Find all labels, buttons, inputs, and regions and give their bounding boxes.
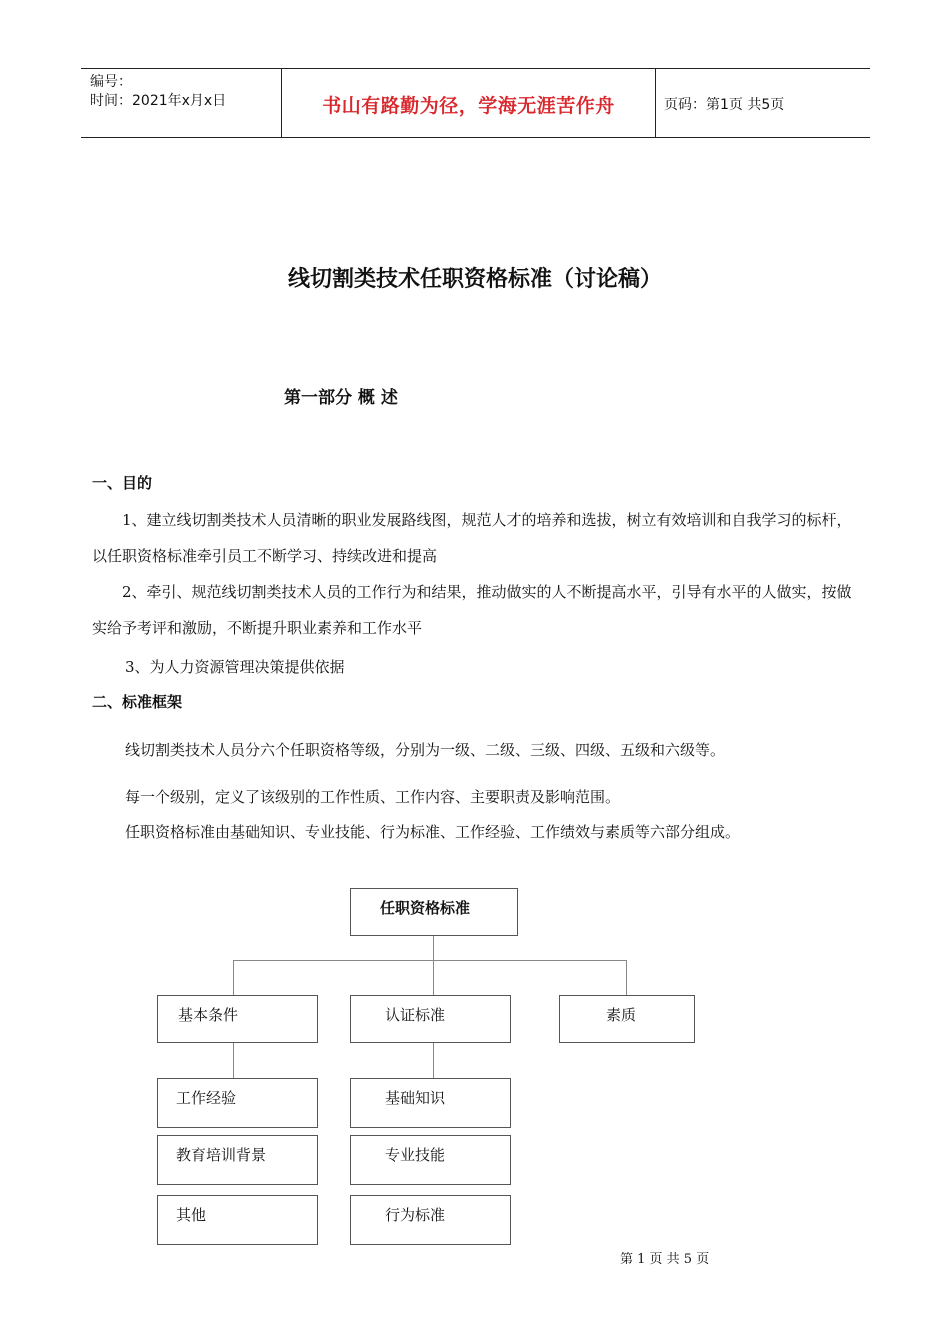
purpose-item-1-text: 1、建立线切割类技术人员清晰的职业发展路线图，规范人才的培养和选拔，树立有效培训和自我学习的标杆，以任职资格标准牵引员工不断学习、持续改进和提高 (92, 511, 852, 565)
connector (433, 935, 434, 961)
chart-root-box (350, 888, 518, 936)
purpose-item-3: 3、为人力资源管理决策提供依据 (125, 658, 345, 676)
purpose-item-2-text: 2、牵引、规范线切割类技术人员的工作行为和结果，推动做实的人不断提高水平，引导有水平的人做实，按做实给予考评和激励，不断提升职业素养和工作水平 (92, 583, 852, 637)
section-heading-purpose: 一、目的 (92, 474, 153, 492)
section-heading-framework: 二、标准框架 (92, 693, 183, 711)
chart-basic-child-label: 工作经验 (176, 1089, 237, 1107)
connector (433, 960, 434, 995)
motto: 书山有路勤为径，学海无涯苦作舟 (322, 95, 615, 117)
purpose-item-1 (92, 502, 862, 574)
connector (233, 960, 234, 995)
document-header (81, 68, 870, 138)
connector (433, 1041, 434, 1078)
framework-para-3: 任职资格标准由基础知识、专业技能、行为标准、工作经验、工作绩效与素质等六部分组成。 (125, 823, 741, 841)
purpose-item-2 (92, 574, 862, 646)
framework-para-2: 每一个级别，定义了该级别的工作性质、工作内容、主要职责及影响范围。 (125, 788, 621, 806)
chart-cert-child-label: 专业技能 (385, 1146, 446, 1164)
chart-basic-child (157, 1135, 318, 1185)
chart-basic-label: 基本条件 (178, 1006, 239, 1024)
connector (233, 960, 627, 961)
chart-cert-child (350, 1195, 511, 1245)
chart-cert-box (350, 995, 511, 1043)
framework-para-1: 线切割类技术人员分六个任职资格等级，分别为一级、二级、三级、四级、五级和六级等。 (125, 741, 726, 759)
chart-cert-child (350, 1078, 511, 1128)
chart-basic-child (157, 1195, 318, 1245)
header-motto-cell (281, 69, 656, 137)
chart-basic-child (157, 1078, 318, 1128)
chart-basic-box (157, 995, 318, 1043)
connector (233, 1041, 234, 1078)
connector (626, 960, 627, 995)
chart-cert-child (350, 1135, 511, 1185)
part-heading: 第一部分 概 述 (284, 388, 398, 408)
chart-root-label: 任职资格标准 (380, 899, 471, 917)
page-footer: 第 1 页 共 5 页 (620, 1252, 710, 1267)
chart-quality-label: 素质 (606, 1006, 637, 1024)
chart-basic-child-label: 教育培训背景 (176, 1146, 267, 1164)
time-label: 时间：2021年x月x日 (90, 93, 227, 109)
number-label: 编号： (90, 74, 132, 90)
chart-cert-child-label: 行为标准 (385, 1206, 446, 1224)
page-info: 页码：第1页 共5页 (664, 97, 785, 113)
chart-quality-box (559, 995, 695, 1043)
chart-cert-label: 认证标准 (385, 1006, 446, 1024)
chart-cert-child-label: 基础知识 (385, 1089, 446, 1107)
header-page-cell (655, 69, 870, 137)
document-title: 线切割类技术任职资格标准（讨论稿） (287, 267, 662, 292)
header-info-cell (81, 69, 281, 137)
chart-basic-child-label: 其他 (176, 1206, 207, 1224)
